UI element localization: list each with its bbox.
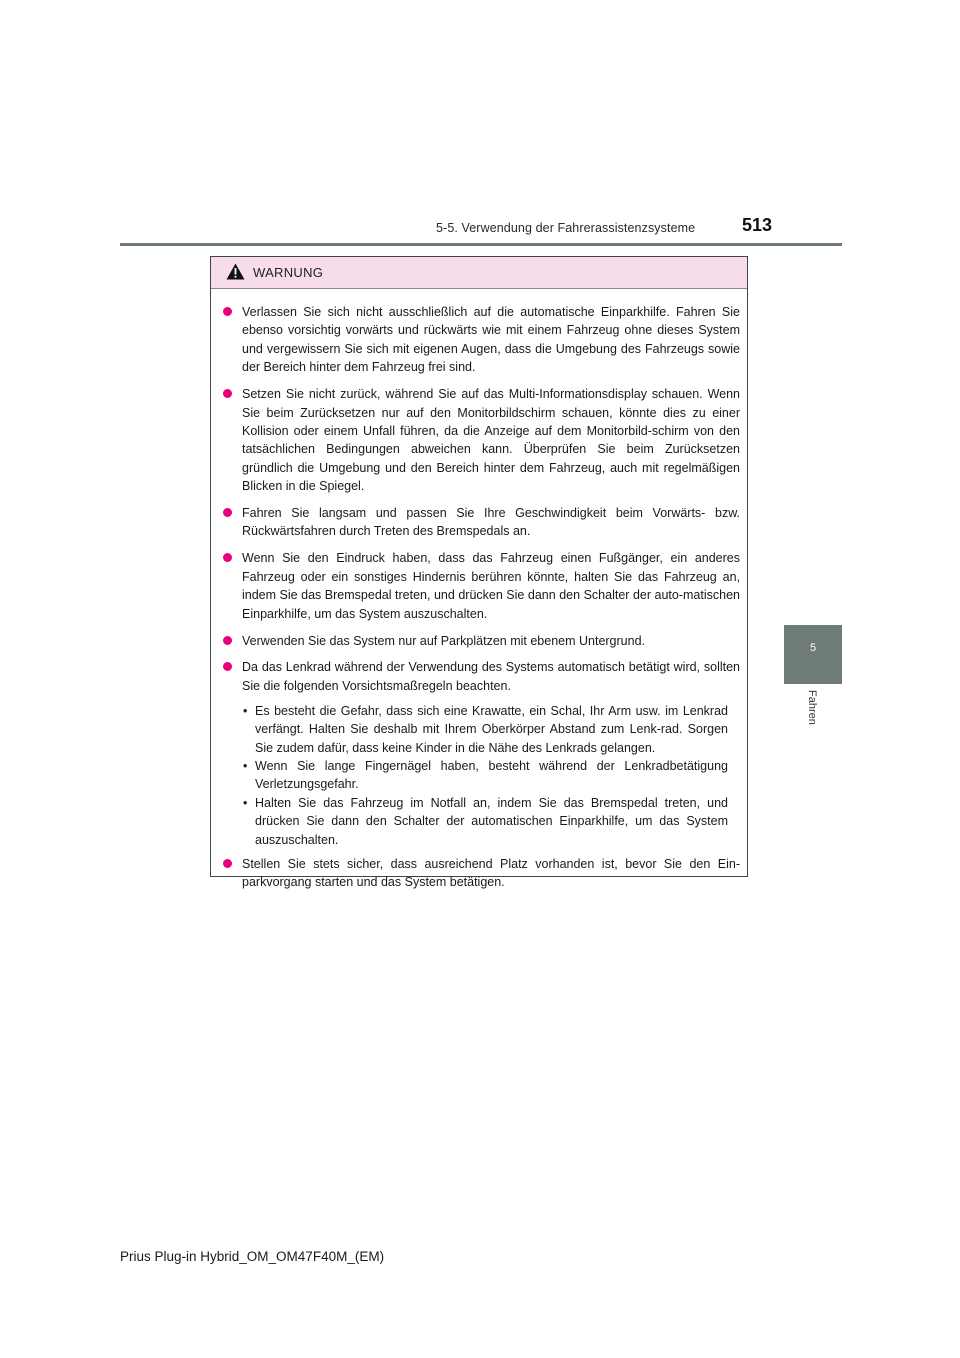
warning-title: WARNUNG [253, 265, 324, 280]
bullet-icon [223, 636, 232, 645]
warning-box [210, 256, 748, 890]
warning-item-text: Fahren Sie langsam und passen Sie Ihre Geschwindigkeit beim Vorwärts- bzw. Rückwärtsfahren durch Treten des Bremspedals an. [242, 506, 740, 539]
warning-item [223, 504, 740, 541]
warning-header [211, 257, 747, 289]
warning-triangle-icon [226, 263, 245, 280]
bullet-icon [223, 662, 232, 671]
bullet-icon [223, 389, 232, 398]
warning-item-text: Stellen Sie stets sicher, dass ausreichend Platz vorhanden ist, bevor Sie den Ein-parkvorgang starten und das System betätigen. [242, 856, 740, 890]
precaution-item [223, 757, 740, 794]
warning-item [223, 658, 740, 695]
header-divider [120, 243, 842, 246]
warning-item-text: Verlassen Sie sich nicht ausschließlich auf die automatische Einparkhilfe. Fahren Sie ebenso vorsichtig vorwärts und rückwärts wie mit einem Fahrzeug ohne dieses System und vergewissern Sie sich mit eigenen Augen, dass die Umgebung des Fahrzeugs sowie der Bereich hinter dem Fahrzeug frei sind. [242, 305, 740, 375]
sub-bullet: • [243, 703, 248, 718]
warning-item [223, 385, 740, 495]
precaution-list [223, 702, 740, 849]
precaution-item [223, 794, 740, 849]
warning-item-text: Wenn Sie den Eindruck haben, dass das Fahrzeug einen Fußgänger, ein anderes Fahrzeug oder ein sonstiges Hindernis berühren könnte, halten Sie das Fahrzeug an, indem Sie das Bremspedal treten, und drücken Sie dann den Schalter der auto-matischen Einparkhilfe, um das System auszuschalten. [242, 551, 740, 621]
section-title: 5-5. Verwendung der Fahrerassistenzsysteme [436, 221, 696, 235]
warning-item-text: Verwenden Sie das System nur auf Parkplätzen mit ebenem Untergrund. [242, 633, 645, 648]
page-number: 513 [742, 215, 773, 235]
bullet-icon [223, 859, 232, 868]
warning-item [223, 303, 740, 377]
precaution-text: Halten Sie das Fahrzeug im Notfall an, indem Sie das Bremspedal treten, und drücken Sie dann den Schalter der automatischen Einparkhilfe, um das System auszuschalten. [255, 795, 728, 847]
chapter-tab[interactable] [784, 625, 842, 684]
warning-item-text: Setzen Sie nicht zurück, während Sie auf das Multi-Informationsdisplay schauen. Wenn Sie beim Zurücksetzen nur auf den Monitorbildschirm schauen, könnte dies zu einer Kollision oder einem Unfall führen, da die Anzeige auf dem Monitorbild-schirm von den tatsächlichen Bedingungen abweichen kann. Überprüfen Sie beim Zurücksetzen gründlich die Umgebung und den Bereich hinter dem Fahrzeug, auch mit regelmäßigen Blicken in die Spiegel. [242, 387, 740, 494]
chapter-number: 5 [809, 642, 817, 654]
warning-body [211, 289, 747, 892]
warning-item [223, 632, 740, 650]
precaution-text: Es besteht die Gefahr, dass sich eine Krawatte, ein Schal, Ihr Arm usw. im Lenkrad verfängt. Halten Sie deshalb mit Ihrem Oberkörper Abstand zum Lenk-rad. Sorgen Sie zudem dafür, dass keine Kinder in die Nähe des Lenkrads gelangen. [255, 703, 728, 755]
precaution-text: Wenn Sie lange Fingernägel haben, besteht während der Lenkradbetätigung Verletzungsgefahr. [255, 758, 728, 792]
warning-item [223, 855, 740, 892]
precaution-item [223, 702, 740, 757]
bullet-icon [223, 508, 232, 517]
chapter-label: Fahren [806, 690, 818, 725]
bullet-icon [223, 307, 232, 316]
warning-item-text: Da das Lenkrad während der Verwendung des Systems automatisch betätigt wird, sollten Sie die folgenden Vorsichtsmaßregeln beachten. [242, 660, 740, 693]
footer-manual-code: Prius Plug-in Hybrid_OM_OM47F40M_(EM) [120, 1249, 385, 1264]
bullet-icon [223, 553, 232, 562]
sub-bullet: • [243, 758, 248, 773]
sub-bullet: • [243, 795, 248, 810]
warning-item [223, 549, 740, 623]
